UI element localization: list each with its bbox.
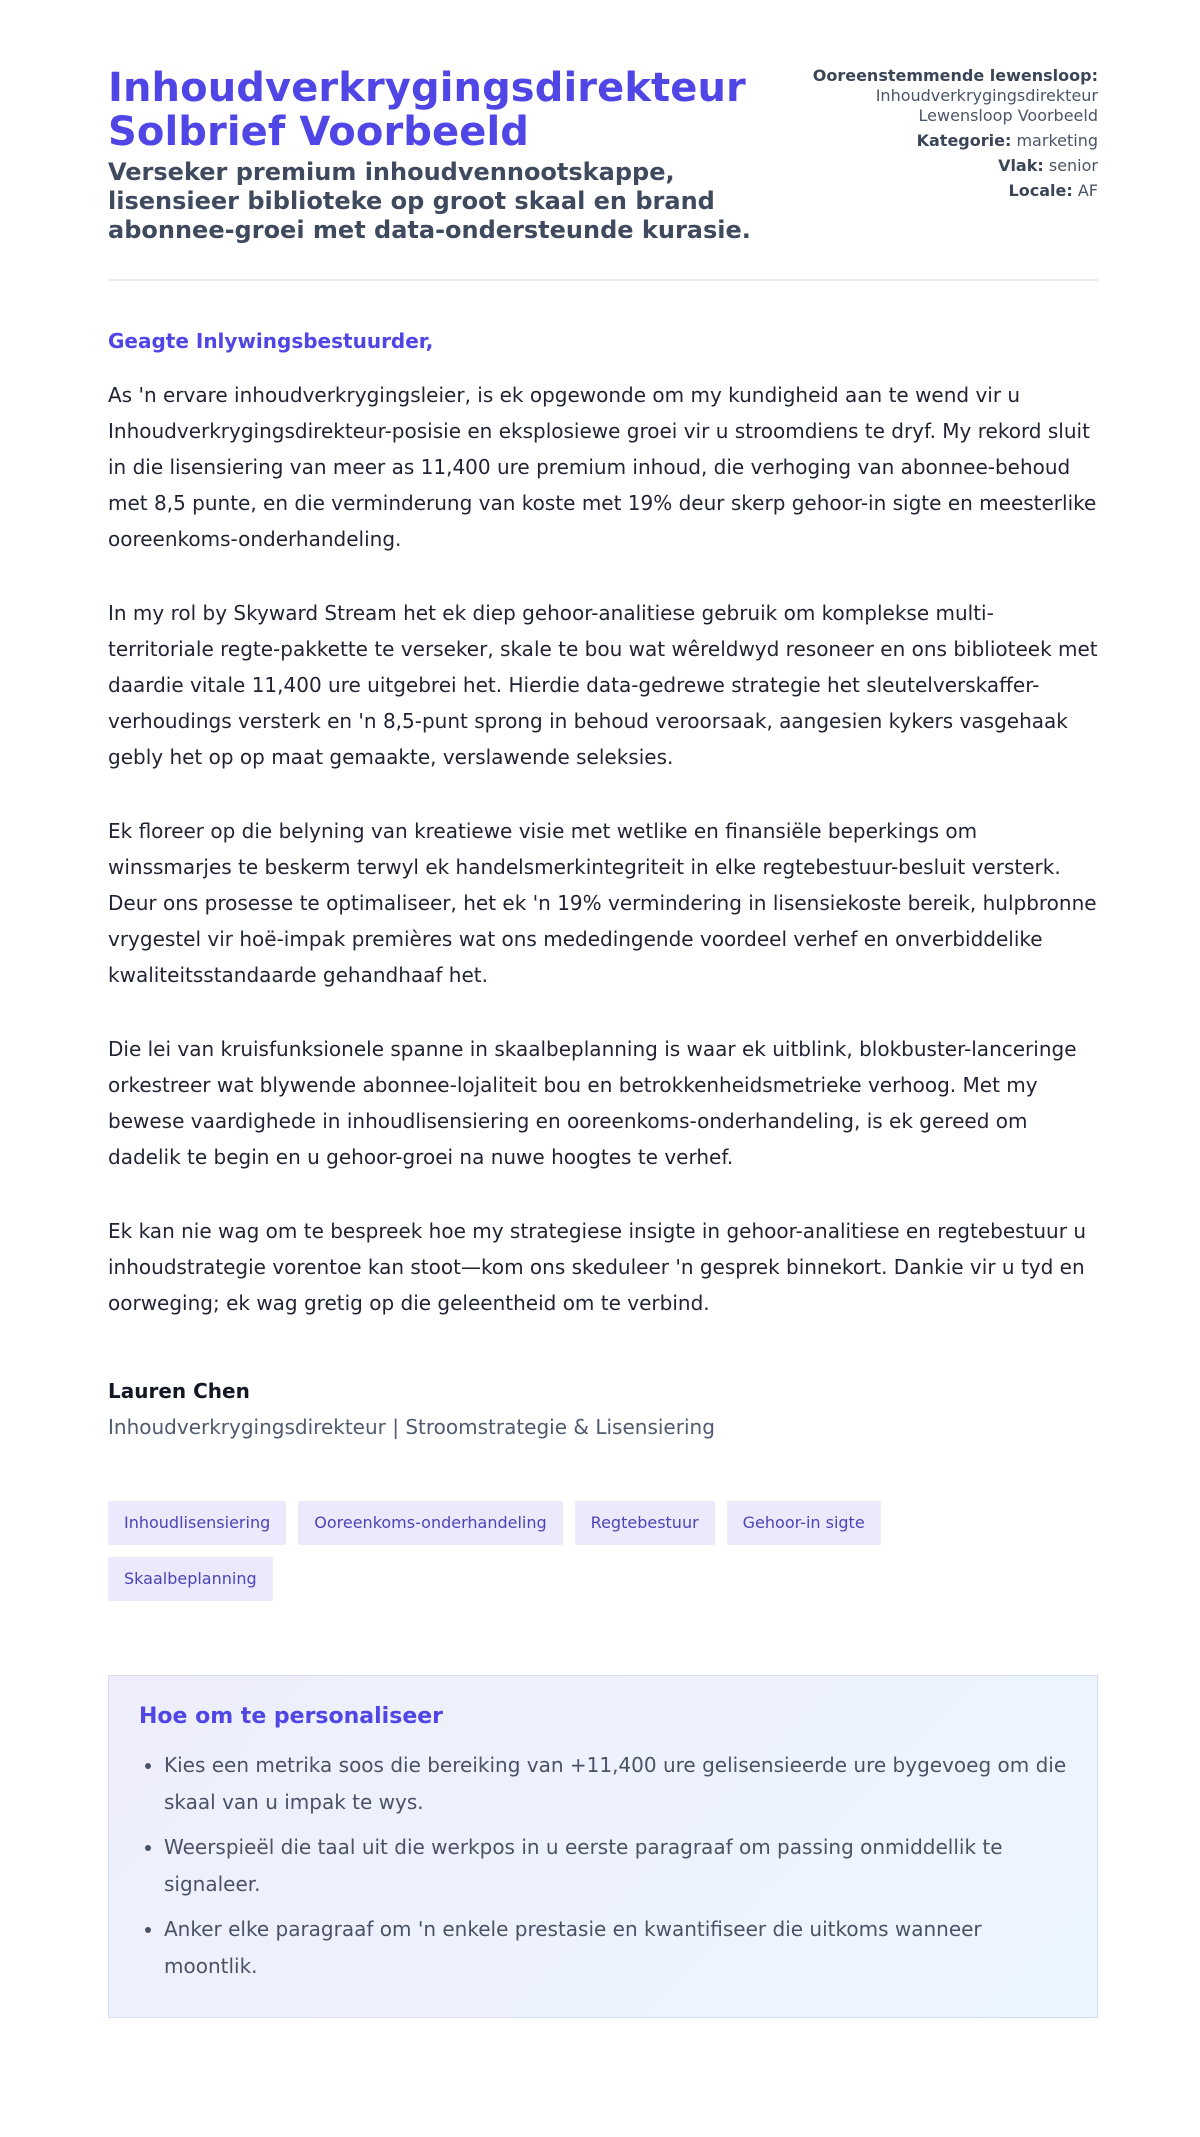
- letter-paragraph: Ek floreer op die belyning van kreatiewe visie met wetlike en finansiële beperkings om winssmarjes te beskerm terwyl ek handelsmerkintegriteit in elke regtebestuur-besluit versterk. Deur ons prosesse te optimaliseer, het ek 'n 19% vermindering in lisensiekoste bereik, hulpbronne vrygestel vir hoë-impak premières wat ons mededingende voordeel verhef en onverbiddelike kwaliteitsstandaarde gehandhaaf het.: [108, 819, 1097, 987]
- signature-name: Lauren Chen: [108, 1379, 250, 1403]
- letter-paragraph: As 'n ervare inhoudverkrygingsleier, is ek opgewonde om my kundigheid aan te wend vir u Inhoudverkrygingsdirekteur-posisie en eksplosiewe groei vir u stroomdiens te dryf. My rekord sluit in die lisensiering van meer as 11,400 ure premium inhoud, die verhoging van abonnee-behoud met 8,5 punte, en die verminderung van koste met 19% deur skerp gehoor-in sigte en meesterlike ooreenkoms-onderhandeling.: [108, 383, 1097, 551]
- skill-tag: Skaalbeplanning: [108, 1557, 273, 1601]
- salutation: Geagte Inlywingsbestuurder,: [108, 329, 434, 353]
- signature-title: Inhoudverkrygingsdirekteur | Stroomstrategie & Lisensiering: [108, 1415, 715, 1439]
- letter-paragraph: In my rol by Skyward Stream het ek diep gehoor-analitiese gebruik om komplekse multi-territoriale regte-pakkette te verseker, skale te bou wat wêreldwyd resoneer en ons biblioteek met daardie vitale 11,400 ure uitgebrei het. Hierdie data-gedrewe strategie het sleutelverskaffer-verhoudings versterk en 'n 8,5-punt sprong in behoud veroorsaak, aangesien kykers vasgehaak gebly het op op maat gemaakte, verslawende seleksies.: [108, 601, 1098, 769]
- skill-tag: Regtebestuur: [575, 1501, 715, 1545]
- skill-tag: Gehoor-in sigte: [727, 1501, 881, 1545]
- tips-title: Hoe om te personaliseer: [139, 1704, 444, 1729]
- letter-body: [108, 329, 1098, 1439]
- tip-item: • Weerspieël die taal uit die werkpos in u eerste paragraaf om passing onmiddellik te signaleer.: [164, 1829, 1067, 1903]
- meta-category-label: Kategorie:: [916, 131, 1012, 150]
- meta-level: [807, 156, 1098, 176]
- meta-matching-resume-value: Inhoudverkrygingsdirekteur Lewensloop Voorbeeld: [875, 86, 1098, 125]
- skill-tag: Ooreenkoms-onderhandeling: [298, 1501, 562, 1545]
- tip-item: • Kies een metrika soos die bereiking van +11,400 ure gelisensieerde ure bygevoeg om die skaal van u impak te wys.: [164, 1747, 1067, 1821]
- meta-matching-resume-label: Ooreenstemmende lewensloop:: [812, 66, 1098, 85]
- letter-paragraph: Die lei van kruisfunksionele spanne in skaalbeplanning is waar ek uitblink, blokbuster-lanceringe orkestreer wat blywende abonnee-lojaliteit bou en betrokkenheidsmetrieke verhoog. Met my bewese vaardighede in inhoudlisensiering en ooreenkoms-onderhandeling, is ek gereed om dadelik te begin en u gehoor-groei na nuwe hoogtes te verhef.: [108, 1037, 1077, 1169]
- meta-level-value: senior: [1048, 156, 1098, 175]
- meta-locale-label: Locale:: [1008, 181, 1073, 200]
- meta-info: [807, 66, 1098, 206]
- meta-category: [807, 131, 1098, 151]
- skill-tags: [108, 1501, 1008, 1601]
- meta-locale-value: AF: [1077, 181, 1098, 200]
- meta-level-label: Vlak:: [998, 156, 1044, 175]
- meta-matching-resume: [807, 66, 1098, 126]
- letter-paragraph: Ek kan nie wag om te bespreek hoe my strategiese insigte in gehoor-analitiese en regtebestuur u inhoudstrategie vorentoe kan stoot—kom ons skeduleer 'n gesprek binnekort. Dankie vir u tyd en oorweging; ek wag gretig op die geleentheid om te verbind.: [108, 1219, 1086, 1315]
- skill-tag: Inhoudlisensiering: [108, 1501, 286, 1545]
- signature: [108, 1379, 1098, 1439]
- title-block: [108, 66, 807, 245]
- page-subtitle: Verseker premium inhoudvennootskappe, lisensieer biblioteke op groot skaal en brand abonnee-groei met data-ondersteunde kurasie.: [108, 158, 751, 244]
- page-header: [108, 66, 1098, 281]
- tips-list: [139, 1747, 1067, 1985]
- meta-category-value: marketing: [1016, 131, 1098, 150]
- page-title: Inhoudverkrygingsdirekteur Solbrief Voorbeeld: [108, 65, 746, 155]
- tip-item: • Anker elke paragraaf om 'n enkele prestasie en kwantifiseer die uitkoms wanneer moontlik.: [164, 1911, 1067, 1985]
- personalization-tips: [108, 1675, 1098, 2018]
- meta-locale: [807, 181, 1098, 201]
